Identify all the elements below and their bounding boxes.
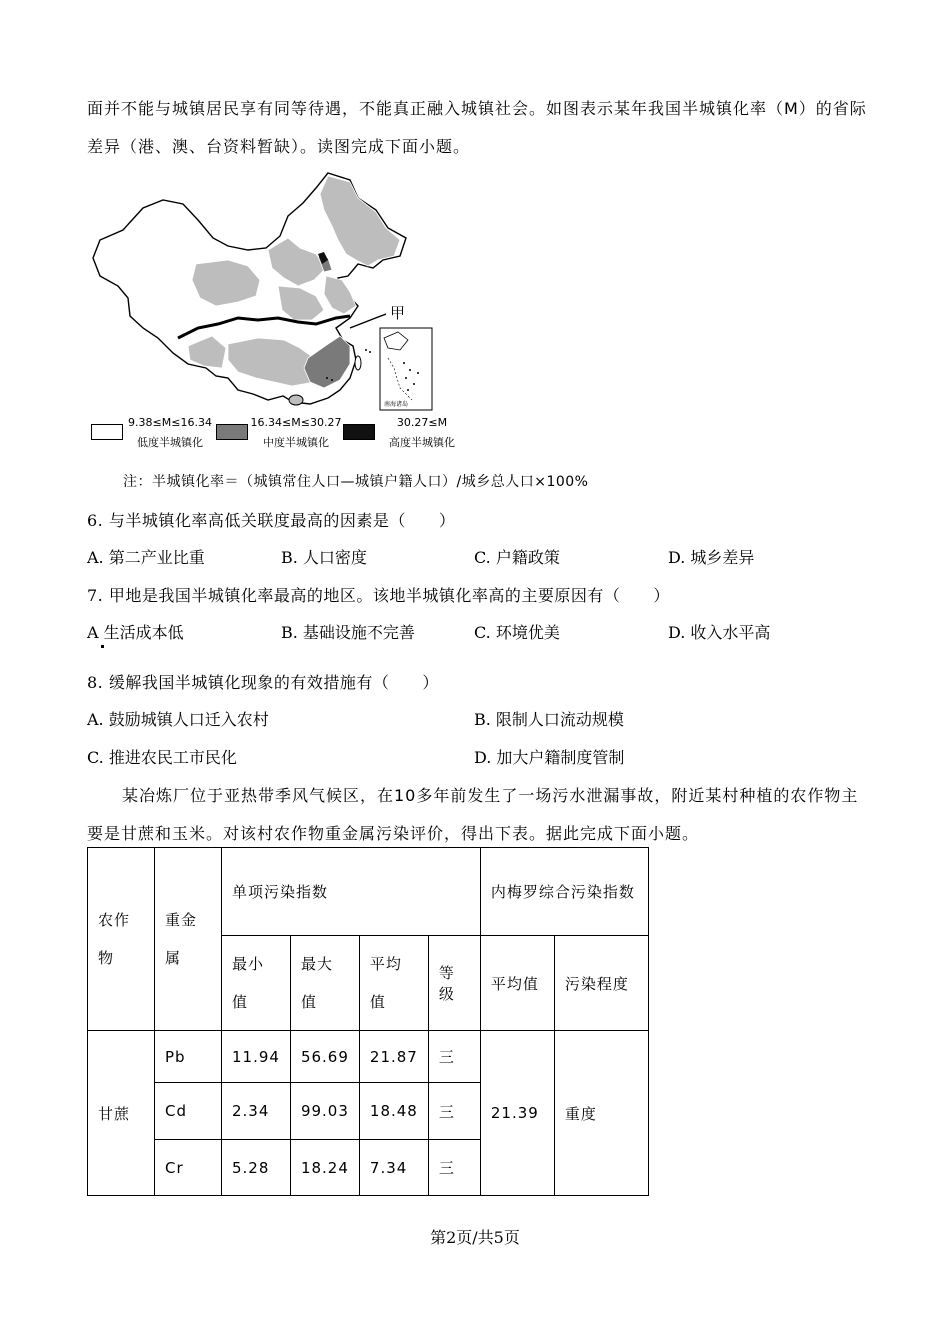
formula-note: 注：半城镇化率＝（城镇常住人口—城镇户籍人口）/城乡总人口×100% <box>123 474 589 490</box>
legend-name-mid: 中度半城镇化 <box>263 436 329 449</box>
question-7-stem: 7. 甲地是我国半城镇化率最高的地区。该地半城镇化率高的主要原因有（ ） <box>87 586 670 605</box>
q8-option-b[interactable]: B. 限制人口流动规模 <box>474 710 624 729</box>
cell-grade: 三 <box>428 1031 480 1083</box>
cell-nemerow-avg: 21.39 <box>480 1031 554 1196</box>
q6-option-a[interactable]: A. 第二产业比重 <box>87 548 205 567</box>
q7-option-b[interactable]: B. 基础设施不完善 <box>281 623 415 642</box>
header-metal: 重金属 <box>155 848 222 1031</box>
dot-mark <box>101 645 104 648</box>
header-nemerow-index: 内梅罗综合污染指数 <box>480 848 648 936</box>
q6-option-d[interactable]: D. 城乡差异 <box>668 548 755 567</box>
inset-label: 南海诸岛 <box>384 401 409 408</box>
legend-range-high: 30.27≤M <box>396 416 448 429</box>
table-row <box>88 1031 649 1083</box>
q7-option-d[interactable]: D. 收入水平高 <box>668 623 771 642</box>
intro-line-2: 差异（港、澳、台资料暂缺）。读图完成下面小题。 <box>87 137 471 156</box>
china-semi-urbanization-map <box>88 168 468 458</box>
cell-grade: 三 <box>428 1083 480 1140</box>
cell-metal: Pb <box>155 1031 222 1083</box>
header-avg: 平均值 <box>359 936 428 1031</box>
header-max: 最大值 <box>290 936 359 1031</box>
header-nemerow-avg: 平均值 <box>480 936 554 1031</box>
q6-option-c[interactable]: C. 户籍政策 <box>474 548 560 567</box>
page-footer: 第2页/共5页 <box>430 1228 520 1247</box>
intro-line-1: 面并不能与城镇居民享有同等待遇，不能真正融入城镇社会。如图表示某年我国半城镇化率（M）的省际 <box>87 99 867 118</box>
cell-metal: Cd <box>155 1083 222 1140</box>
cell-max: 56.69 <box>290 1031 359 1083</box>
cell-min: 2.34 <box>222 1083 291 1140</box>
header-min: 最小值 <box>222 936 291 1031</box>
header-grade: 等级 <box>428 936 480 1031</box>
legend-swatch-mid <box>216 424 248 440</box>
legend-swatch-high <box>343 424 375 440</box>
jia-pointer-line <box>350 314 386 328</box>
cell-crop: 甘蔗 <box>88 1031 155 1196</box>
cell-degree: 重度 <box>554 1031 648 1196</box>
legend-name-low: 低度半城镇化 <box>137 436 203 449</box>
jia-label: 甲 <box>390 304 406 322</box>
q7-option-c[interactable]: C. 环境优美 <box>474 623 560 642</box>
header-single-index: 单项污染指数 <box>222 848 481 936</box>
cell-metal: Cr <box>155 1140 222 1196</box>
header-crop: 农作物 <box>88 848 155 1031</box>
cell-avg: 21.87 <box>359 1031 428 1083</box>
passage2-line-1: 某冶炼厂位于亚热带季风气候区，在10多年前发生了一场污水泄漏事故，附近某村种植的农作物主 <box>122 786 859 805</box>
q8-option-c[interactable]: C. 推进农民工市民化 <box>87 748 237 767</box>
cell-min: 5.28 <box>222 1140 291 1196</box>
pollution-table <box>87 847 649 1196</box>
q7-option-a[interactable]: A 生活成本低 <box>87 623 184 642</box>
question-8-stem: 8. 缓解我国半城镇化现象的有效措施有（ ） <box>87 673 439 692</box>
legend-range-mid: 16.34≤M≤30.27 <box>250 416 342 429</box>
hainan-island <box>289 395 303 405</box>
legend-range-low: 9.38≤M≤16.34 <box>128 416 212 429</box>
cell-min: 11.94 <box>222 1031 291 1083</box>
header-degree: 污染程度 <box>554 936 648 1031</box>
q8-option-d[interactable]: D. 加大户籍制度管制 <box>474 748 625 767</box>
cell-avg: 7.34 <box>359 1140 428 1196</box>
q6-option-b[interactable]: B. 人口密度 <box>281 548 367 567</box>
passage2-line-2: 要是甘蔗和玉米。对该村农作物重金属污染评价，得出下表。据此完成下面小题。 <box>87 824 700 843</box>
cell-avg: 18.48 <box>359 1083 428 1140</box>
question-6-stem: 6. 与半城镇化率高低关联度最高的因素是（ ） <box>87 511 456 530</box>
taiwan-island <box>355 356 361 370</box>
cell-max: 99.03 <box>290 1083 359 1140</box>
cell-grade: 三 <box>428 1140 480 1196</box>
q8-option-a[interactable]: A. 鼓励城镇人口迁入农村 <box>87 710 269 729</box>
legend-swatch-low <box>91 424 123 440</box>
cell-max: 18.24 <box>290 1140 359 1196</box>
legend-name-high: 高度半城镇化 <box>389 436 455 449</box>
